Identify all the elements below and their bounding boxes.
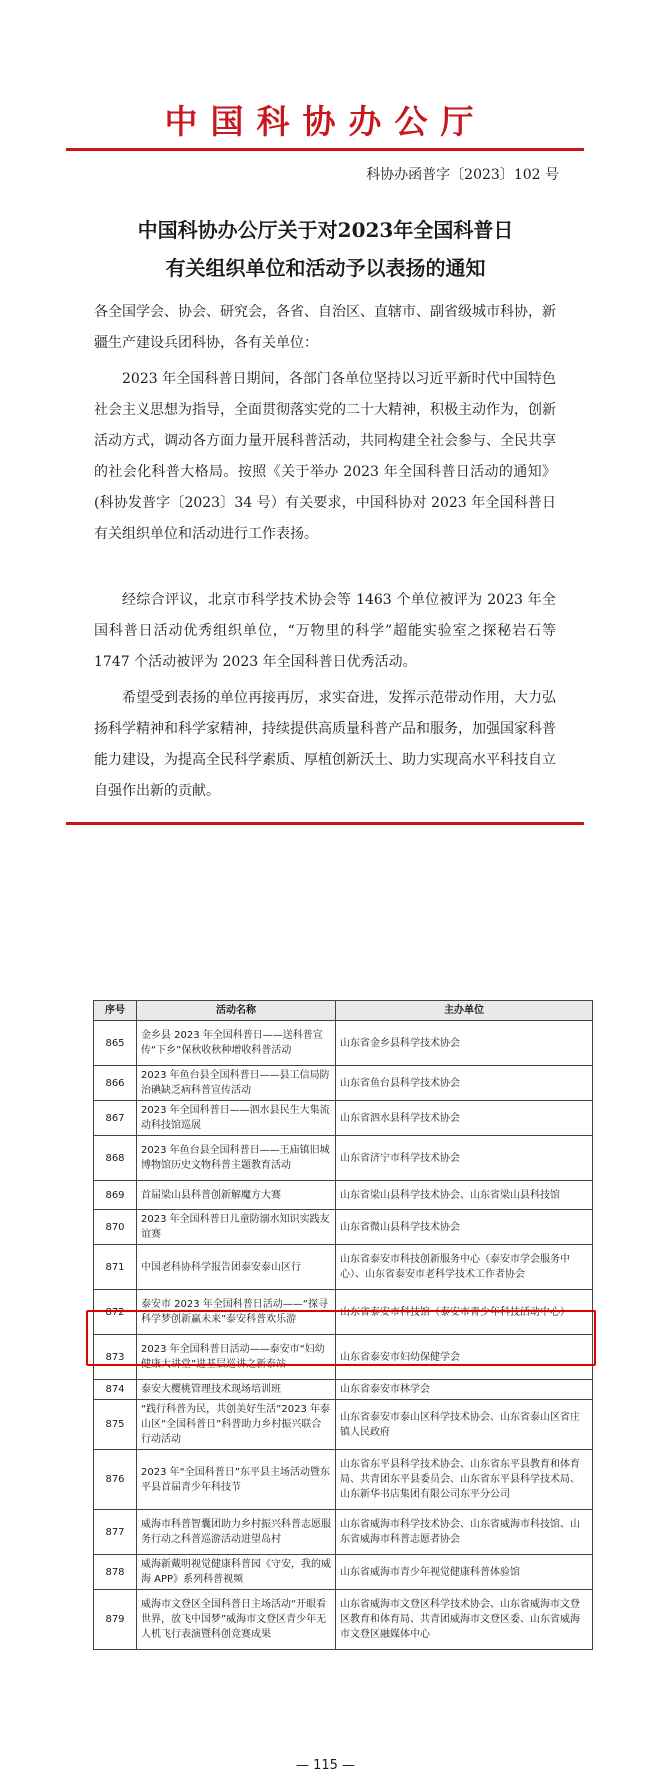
header-host-organization: 主办单位 [336,1001,593,1021]
cell-number: 878 [94,1555,137,1590]
cell-host-organization: 山东省泰安市林学会 [336,1380,593,1400]
cell-activity-name: 泰安市 2023 年全国科普日活动——“探寻科学梦创新赢未来”泰安科普欢乐游 [137,1290,336,1335]
table-row [94,1021,593,1066]
red-footer-rule [66,822,584,825]
cell-activity-name: 首届梁山县科普创新解魔方大赛 [137,1181,336,1210]
table-row [94,1380,593,1400]
red-header-rule [66,148,584,151]
cell-number: 868 [94,1136,137,1181]
header-activity-name: 活动名称 [137,1001,336,1021]
cell-number: 877 [94,1510,137,1555]
cell-activity-name: 2023 年“全国科普日”东平县主场活动暨东平县首届青少年科技节 [137,1450,336,1510]
cell-host-organization: 山东省微山县科学技术协会 [336,1210,593,1245]
cell-number: 873 [94,1335,137,1380]
cell-host-organization: 山东省泰安市泰山区科学技术协会、山东省泰山区省庄镇人民政府 [336,1400,593,1450]
cell-activity-name: 泰安大樱桃管理技术现场培训班 [137,1380,336,1400]
header-number: 序号 [94,1001,137,1021]
body-paragraph-3: 希望受到表扬的单位再接再厉，求实奋进，发挥示范带动作用，大力弘扬科学精神和科学家精神，持续提供高质量科普产品和服务，加强国家科普能力建设，为提高全民科学素质、厚植创新沃土、助力实现高水平科技自立自强作出新的贡献。 [94,690,556,799]
cell-activity-name: “践行科普为民，共创美好生活”2023 年泰山区“全国科普日”科普助力乡村振兴联合行动活动 [137,1400,336,1450]
cell-host-organization: 山东省金乡县科学技术协会 [336,1021,593,1066]
cell-number: 874 [94,1380,137,1400]
cell-host-organization: 山东省济宁市科学技术协会 [336,1136,593,1181]
cell-host-organization: 山东省泰安市科技创新服务中心（泰安市学会服务中心）、山东省泰安市老科学技术工作者协会 [336,1245,593,1290]
cell-activity-name: 威海新戴明视觉健康科普园《守安，我的威海 APP》系列科普视频 [137,1555,336,1590]
page-number: — 115 — [295,1758,356,1773]
cell-activity-name: 2023 年全国科普日——泗水县民生大集流动科技馆巡展 [137,1101,336,1136]
cell-number: 869 [94,1181,137,1210]
cell-activity-name: 威海市文登区全国科普日主场活动“开眼看世界，放飞中国梦”威海市文登区青少年无人机飞行表演暨科创竞赛成果 [137,1590,336,1650]
cell-host-organization: 山东省泗水县科学技术协会 [336,1101,593,1136]
cell-host-organization: 山东省泰安市妇幼保健学会 [336,1335,593,1380]
body-paragraph-2: 经综合评议，北京市科学技术协会等 1463 个单位被评为 2023 年全国科普日活动优秀组织单位，“万物里的科学”超能实验室之探秘岩石等 1747 个活动被评为 2023 年全国科普日优秀活动。 [94,592,556,670]
cell-activity-name: 2023 年鱼台县全国科普日——县工信局防治碘缺乏病科普宣传活动 [137,1066,336,1101]
table-row [94,1210,593,1245]
highlight-box [86,1310,596,1366]
cell-host-organization: 山东省鱼台县科学技术协会 [336,1066,593,1101]
table-row [94,1245,593,1290]
cell-activity-name: 2023 年全国科普日活动——泰安市“妇幼健康大讲堂”进基层巡讲之新泰站 [137,1335,336,1380]
body-paragraph-1: 2023 年全国科普日期间，各部门各单位坚持以习近平新时代中国特色社会主义思想为指导，全面贯彻落实党的二十大精神，积极主动作为，创新活动方式，调动各方面力量开展科普活动，共同构建全社会参与、全民共享的社会化科普大格局。按照《关于举办 2023 年全国科普日活动的通知》(科协发普字〔2023〕34 号）有关要求，中国科协对 2023 年全国科普日有关组织单位和活动进行工作表扬。 [94,371,556,542]
cell-activity-name: 金乡县 2023 年全国科普日——送科普宣传“下乡”保秋收秋种增收科普活动 [137,1021,336,1066]
cell-host-organization: 山东省泰安市科技馆（泰安市青少年科技活动中心） [336,1290,593,1335]
cell-host-organization: 山东省威海市文登区科学技术协会、山东省威海市文登区教育和体育局、共青团威海市文登区委、山东省威海市文登区融媒体中心 [336,1590,593,1650]
table-row [94,1400,593,1450]
cell-host-organization: 山东省威海市科学技术协会、山东省威海市科技馆、山东省威海市科普志愿者协会 [336,1510,593,1555]
table-row [94,1450,593,1510]
cell-number: 866 [94,1066,137,1101]
table-row [94,1510,593,1555]
table-row [94,1066,593,1101]
table-row [94,1181,593,1210]
cell-number: 876 [94,1450,137,1510]
table-header-row [94,1001,593,1021]
cell-number: 865 [94,1021,137,1066]
table-row [94,1136,593,1181]
cell-number: 870 [94,1210,137,1245]
cell-number: 867 [94,1101,137,1136]
cell-host-organization: 山东省东平县科学技术协会、山东省东平县教育和体育局、共青团东平县委员会、山东省东平县科学技术局、山东新华书店集团有限公司东平分公司 [336,1450,593,1510]
cell-number: 872 [94,1290,137,1335]
cell-activity-name: 2023 年全国科普日儿童防溺水知识实践友谊赛 [137,1210,336,1245]
cell-activity-name: 威海市科普智囊团助力乡村振兴科普志愿服务行动之科普巡游活动进望岛村 [137,1510,336,1555]
notice-title-line-1: 中国科协办公厅关于对2023年全国科普日 [137,218,514,242]
cell-activity-name: 2023 年鱼台县全国科普日——王庙镇旧城博物馆历史文物科普主题教育活动 [137,1136,336,1181]
table-row [94,1555,593,1590]
addressee: 各全国学会、协会、研究会，各省、自治区、直辖市、副省级城市科协，新疆生产建设兵团科协，各有关单位： [94,304,556,351]
table-row [94,1101,593,1136]
table-row [94,1590,593,1650]
cell-number: 875 [94,1400,137,1450]
cell-number: 871 [94,1245,137,1290]
cell-number: 879 [94,1590,137,1650]
issuing-organization: 中国科协办公厅 [164,102,487,141]
cell-host-organization: 山东省梁山县科学技术协会、山东省梁山县科技馆 [336,1181,593,1210]
notice-title-line-2: 有关组织单位和活动予以表扬的通知 [165,256,486,280]
document-number: 科协办函普字〔2023〕102 号 [366,167,559,183]
cell-activity-name: 中国老科协科学报告团泰安泰山区行 [137,1245,336,1290]
cell-host-organization: 山东省威海市青少年视觉健康科普体验馆 [336,1555,593,1590]
